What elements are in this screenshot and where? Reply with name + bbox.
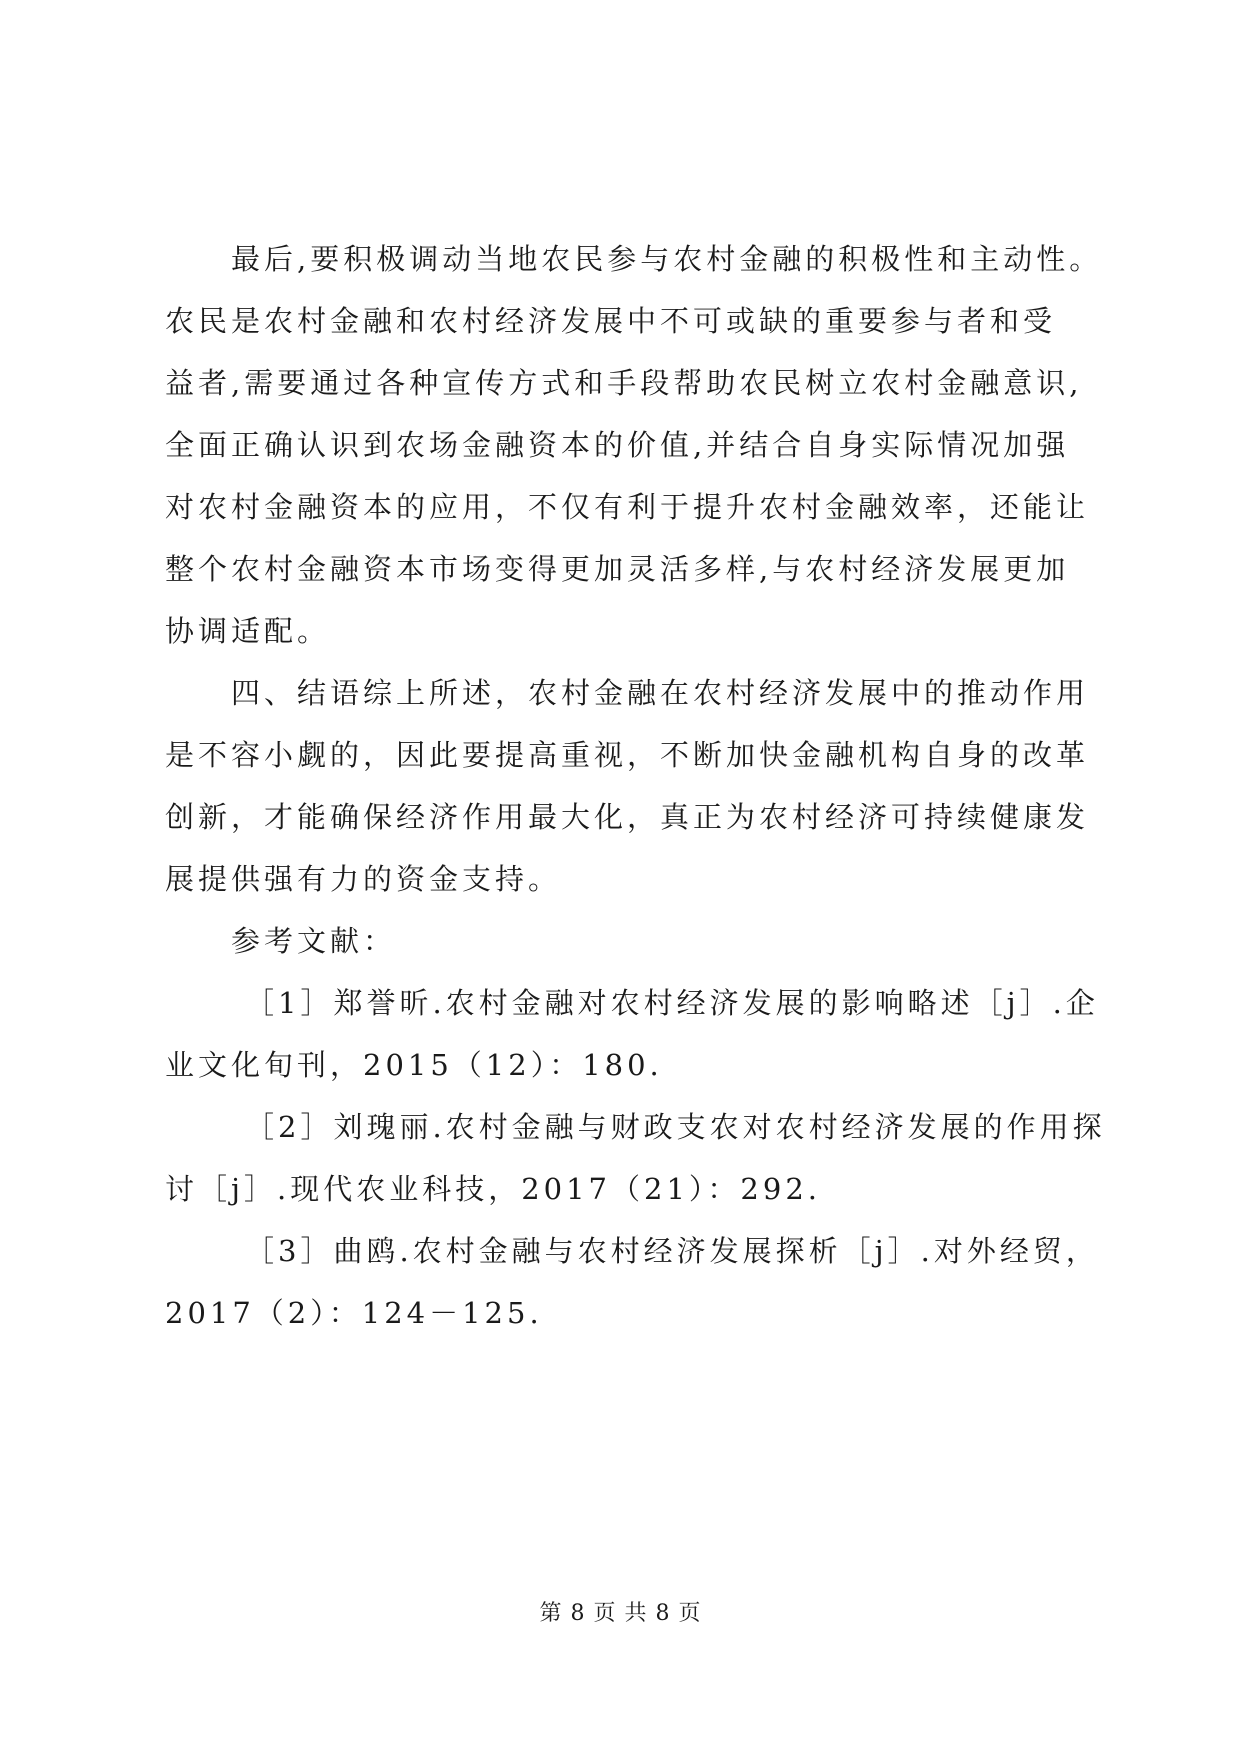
text-line: 创新，才能确保经济作用最大化，真正为农村经济可持续健康发 — [165, 800, 1090, 834]
text-line: 整个农村金融资本市场变得更加灵活多样,与农村经济发展更加 — [165, 552, 1070, 586]
reference-item-3 — [165, 1220, 1105, 1344]
page-footer-page-number: 第 8 页 共 8 页 — [539, 1601, 702, 1626]
document-body — [165, 228, 1105, 1344]
paragraph-summary — [165, 662, 1105, 910]
text-line: 农民是农村金融和农村经济发展中不可或缺的重要参与者和受 — [165, 304, 1057, 338]
text-line: 对农村金融资本的应用，不仅有利于提升农村金融效率，还能让 — [165, 490, 1090, 524]
paragraph-conclusion-farmers — [165, 228, 1105, 662]
text-line: 全面正确认识到农场金融资本的价值,并结合自身实际情况加强 — [165, 428, 1070, 462]
text-line: 四、结语综上所述，农村金融在农村经济发展中的推动作用 — [231, 676, 1090, 710]
text-line: ［1］郑誉昕.农村金融对农村经济发展的影响略述［j］.企 — [245, 986, 1099, 1020]
text-line: 益者,需要通过各种宣传方式和手段帮助农民树立农村金融意识, — [165, 366, 1083, 400]
reference-item-1 — [165, 972, 1105, 1096]
text-line: 协调适配。 — [165, 614, 331, 648]
text-line: 最后,要积极调动当地农民参与农村金融的积极性和主动性。 — [231, 242, 1103, 276]
text-line: 2017（2）：124－125. — [165, 1296, 543, 1330]
text-line: 业文化旬刊，2015（12）：180. — [165, 1048, 663, 1082]
text-line: ［3］曲鸥.农村金融与农村经济发展探析［j］.对外经贸， — [245, 1234, 1099, 1268]
references-heading: 参考文献： — [231, 924, 397, 958]
text-line: 是不容小觑的，因此要提高重视，不断加快金融机构自身的改革 — [165, 738, 1090, 772]
reference-item-2 — [165, 1096, 1105, 1220]
text-line: 展提供强有力的资金支持。 — [165, 862, 562, 896]
text-line: ［2］刘瑰丽.农村金融与财政支农对农村经济发展的作用探 — [245, 1110, 1106, 1144]
text-line: 讨［j］.现代农业科技，2017（21）：292. — [165, 1172, 821, 1206]
